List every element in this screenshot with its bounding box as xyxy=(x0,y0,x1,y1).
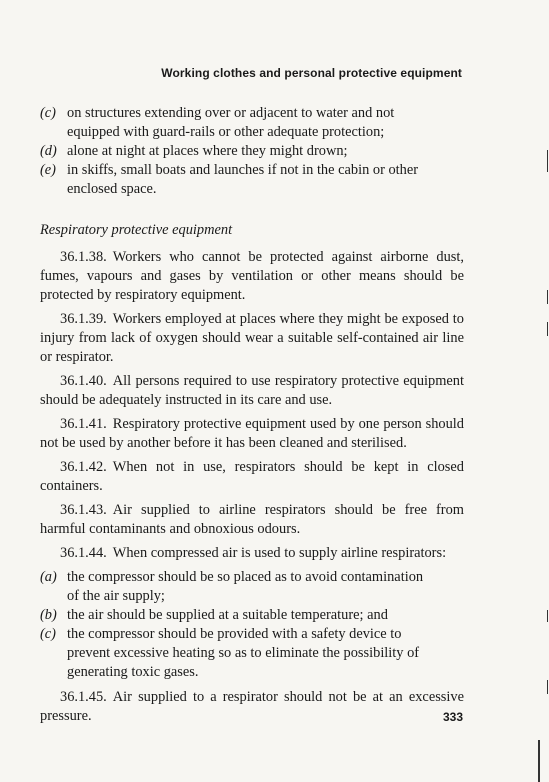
list-item xyxy=(40,161,464,199)
scan-edge-mark xyxy=(538,740,540,782)
list-item-label: (b) xyxy=(40,607,57,623)
paragraph xyxy=(40,415,464,453)
paragraph-number: 36.1.41. xyxy=(60,416,107,432)
list-item xyxy=(40,142,464,161)
list-item-text: the compressor should be provided with a safety device to xyxy=(67,626,402,642)
list-item xyxy=(40,625,464,682)
paragraph-text: Workers who cannot be protected against airborne dust, fumes, vapours and gases by ventilation or other means should be protected by respiratory equipment. xyxy=(40,249,464,303)
paragraph-number: 36.1.43. xyxy=(60,502,107,518)
list-item-text: equipped with guard-rails or other adequate protection; xyxy=(67,124,385,140)
paragraph-text: Air supplied to a respirator should not be at an excessive pressure. xyxy=(40,689,464,724)
scan-edge-mark xyxy=(547,150,548,172)
scan-edge-mark xyxy=(547,610,548,622)
paragraph xyxy=(40,458,464,496)
list-item-text: in skiffs, small boats and launches if not in the cabin or other xyxy=(67,162,419,178)
section-heading: Respiratory protective equipment xyxy=(40,222,233,238)
list-item-text: enclosed space. xyxy=(67,181,157,197)
scan-edge-mark xyxy=(547,680,548,694)
list-item xyxy=(40,104,464,142)
list-item-text: the compressor should be so placed as to avoid contamination xyxy=(67,569,424,585)
paragraph-number: 36.1.38. xyxy=(60,249,107,265)
paragraph xyxy=(40,544,464,563)
paragraph xyxy=(40,248,464,305)
list-item-text: of the air supply; xyxy=(67,588,165,604)
list-item xyxy=(40,568,464,606)
paragraph-number: 36.1.45. xyxy=(60,689,107,705)
list-b xyxy=(40,568,464,682)
paragraph-number: 36.1.39. xyxy=(60,311,107,327)
list-a xyxy=(40,104,464,199)
list-item-label: (d) xyxy=(40,143,57,159)
list-item-text: on structures extending over or adjacent to water and not xyxy=(67,105,395,121)
paragraph-text: Respiratory protective equipment used by one person should not be used by another before it has been cleaned and sterilised. xyxy=(40,416,464,451)
running-header: Working clothes and personal protective equipment xyxy=(161,66,462,80)
paragraph xyxy=(40,501,464,539)
paragraph-number: 36.1.44. xyxy=(60,545,107,561)
list-item-label: (a) xyxy=(40,569,57,585)
paragraph xyxy=(40,688,464,726)
list-item-text: prevent excessive heating so as to eliminate the possibility of xyxy=(67,645,420,661)
list-item-text: alone at night at places where they might drown; xyxy=(67,143,348,159)
paragraph-number: 36.1.40. xyxy=(60,373,107,389)
list-item-label: (c) xyxy=(40,626,56,642)
list-item-text: generating toxic gases. xyxy=(67,664,199,680)
paragraph-text: Workers employed at places where they might be exposed to injury from lack of oxygen should wear a suitable self-contained air line or respirator. xyxy=(40,311,464,365)
paragraph-text: Air supplied to airline respirators should be free from harmful contaminants and obnoxious odours. xyxy=(40,502,464,537)
paragraph xyxy=(40,372,464,410)
scan-edge-mark xyxy=(547,322,548,336)
list-item-label: (c) xyxy=(40,105,56,121)
page-number: 333 xyxy=(442,710,463,724)
paragraph-text: When compressed air is used to supply airline respirators: xyxy=(112,545,447,561)
list-item xyxy=(40,606,464,625)
paragraph xyxy=(40,310,464,367)
paragraph-text: When not in use, respirators should be kept in closed containers. xyxy=(40,459,464,494)
list-item-label: (e) xyxy=(40,162,56,178)
scan-edge-mark xyxy=(547,290,548,304)
paragraph-text: All persons required to use respiratory protective equipment should be adequately instructed in its care and use. xyxy=(40,373,464,408)
paragraph-number: 36.1.42. xyxy=(60,459,107,475)
list-item-text: the air should be supplied at a suitable temperature; and xyxy=(67,607,388,623)
page-body xyxy=(40,104,464,731)
